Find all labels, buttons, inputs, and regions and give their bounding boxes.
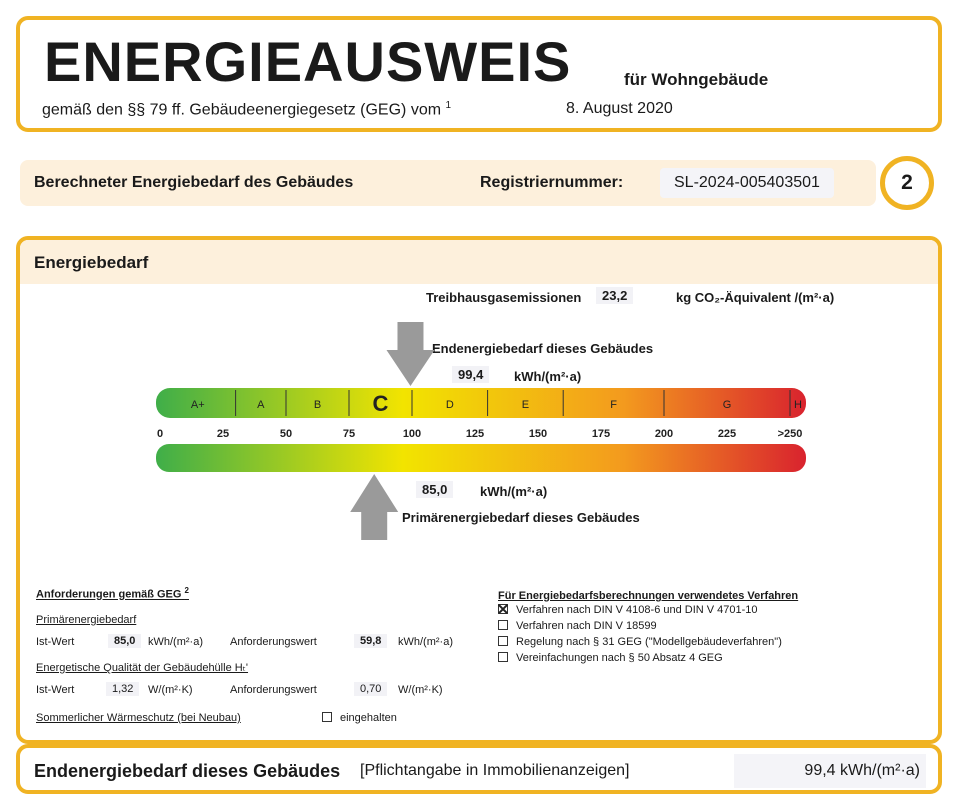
certificate-header xyxy=(16,16,942,132)
method-option-label: Verfahren nach DIN V 18599 xyxy=(516,620,657,632)
footer-panel xyxy=(16,744,942,794)
energy-demand-title: Energiebedarf xyxy=(34,253,149,272)
energy-class-f: F xyxy=(610,399,617,411)
end-energy-arrow xyxy=(386,322,434,386)
methods-title: Für Energiebedarfsberechnungen verwendetes Verfahren xyxy=(498,590,799,602)
certificate-title: ENERGIEAUSWEIS xyxy=(44,30,572,93)
primary-requirement-box xyxy=(354,635,387,647)
primary-requirement-value: 59,8 xyxy=(354,634,387,648)
footer-note: [Pflichtangabe in Immobilienanzeigen] xyxy=(360,762,630,779)
primary-requirement-label: Anforderungswert xyxy=(230,636,317,648)
primary-actual-box xyxy=(108,635,141,647)
method-option-label: Regelung nach § 31 GEG ("Modellgebäudeverfahren") xyxy=(516,636,782,648)
primary-actual-label: Ist-Wert xyxy=(36,636,75,648)
certificate-subtitle: für Wohngebäude xyxy=(624,70,769,89)
summer-protection-checkbox[interactable] xyxy=(322,712,332,722)
primary-energy-value: 85,0 xyxy=(416,481,453,498)
primary-actual-unit: kWh/(m²·a) xyxy=(148,636,203,648)
method-checkbox[interactable] xyxy=(498,620,508,630)
energy-class-bar xyxy=(156,388,806,418)
footer-value: 99,4 kWh/(m²·a) xyxy=(734,754,926,788)
envelope-actual-value: 1,32 xyxy=(106,682,139,696)
method-checkbox[interactable] xyxy=(498,604,508,614)
scale-tick-100: 100 xyxy=(402,428,422,440)
registration-label: Registriernummer: xyxy=(480,174,624,191)
method-option[interactable] xyxy=(498,652,723,664)
envelope-requirement-label: Anforderungswert xyxy=(230,684,317,696)
energy-class-d: D xyxy=(445,399,454,411)
end-energy-label: Endenergiebedarf dieses Gebäudes xyxy=(432,341,654,356)
envelope-requirement-box xyxy=(354,683,387,695)
section-band xyxy=(20,160,876,206)
envelope-actual-unit: W/(m²·K) xyxy=(148,684,193,696)
energy-gradient-bar xyxy=(156,444,806,472)
method-option[interactable] xyxy=(498,620,657,632)
ghg-unit: kg CO₂-Äquivalent /(m²·a) xyxy=(676,290,835,305)
end-energy-value: 99,4 xyxy=(452,366,489,383)
footer-title: Endenergiebedarf dieses Gebäudes xyxy=(34,761,341,781)
scale-tick-0: 0 xyxy=(156,428,164,440)
energy-class-c: C xyxy=(372,391,389,416)
primary-actual-value: 85,0 xyxy=(108,634,141,648)
law-date: 8. August 2020 xyxy=(566,100,673,117)
envelope-actual-box xyxy=(106,683,139,695)
end-energy-unit: kWh/(m²·a) xyxy=(514,369,582,384)
summer-protection-option[interactable]: eingehalten xyxy=(322,712,397,724)
primary-energy-heading: Primärenergiebedarf xyxy=(36,614,137,626)
scale-tick-150: 150 xyxy=(528,428,548,440)
summer-protection-label: Sommerlicher Wärmeschutz (bei Neubau) xyxy=(36,712,241,724)
method-option[interactable] xyxy=(498,636,782,648)
primary-requirement-unit: kWh/(m²·a) xyxy=(398,636,453,648)
scale-tick-25: 25 xyxy=(216,428,230,440)
scale-tick-175: 175 xyxy=(591,428,611,440)
energy-class-e: E xyxy=(521,399,530,411)
footnote-1: 1 xyxy=(445,100,452,111)
law-reference: gemäß den §§ 79 ff. Gebäudeenergiegesetz (GEG) vom $^1$ xyxy=(42,100,452,119)
method-checkbox[interactable] xyxy=(498,652,508,662)
method-option-label: Vereinfachungen nach § 50 Absatz 4 GEG xyxy=(516,652,723,664)
scale-tick-gt250: >250 xyxy=(777,428,803,440)
energy-class-g: G xyxy=(722,399,732,411)
section-title: Berechneter Energiebedarf des Gebäudes xyxy=(34,174,354,191)
envelope-actual-label: Ist-Wert xyxy=(36,684,75,696)
method-option[interactable] xyxy=(498,604,758,616)
primary-energy-label: Primärenergiebedarf dieses Gebäudes xyxy=(402,510,640,525)
primary-energy-arrow xyxy=(350,474,398,540)
energy-demand-panel xyxy=(16,236,942,744)
scale-tick-50: 50 xyxy=(279,428,293,440)
page-number-badge: 2 xyxy=(880,156,934,210)
scale-tick-75: 75 xyxy=(342,428,356,440)
ghg-value: 23,2 xyxy=(596,287,633,304)
scale-tick-225: 225 xyxy=(717,428,737,440)
energy-class-b: B xyxy=(313,399,322,411)
envelope-requirement-value: 0,70 xyxy=(354,682,387,696)
envelope-requirement-unit: W/(m²·K) xyxy=(398,684,443,696)
registration-number: SL-2024-005403501 xyxy=(660,168,834,198)
requirements-title: Anforderungen gemäß GEG $^2$ xyxy=(36,586,189,601)
scale-tick-200: 200 xyxy=(654,428,674,440)
envelope-heading: Energetische Qualität der Gebäudehülle Hₜ' xyxy=(36,662,249,674)
method-checkbox[interactable] xyxy=(498,636,508,646)
energy-class-a: A xyxy=(257,399,265,411)
method-option-label: Verfahren nach DIN V 4108-6 und DIN V 4701-10 xyxy=(516,604,758,616)
ghg-label: Treibhausgasemissionen xyxy=(426,290,582,305)
scale-tick-125: 125 xyxy=(465,428,485,440)
energy-class-h: H xyxy=(794,399,802,411)
energy-class-a-plus: A+ xyxy=(190,399,205,411)
primary-energy-unit: kWh/(m²·a) xyxy=(480,484,548,499)
